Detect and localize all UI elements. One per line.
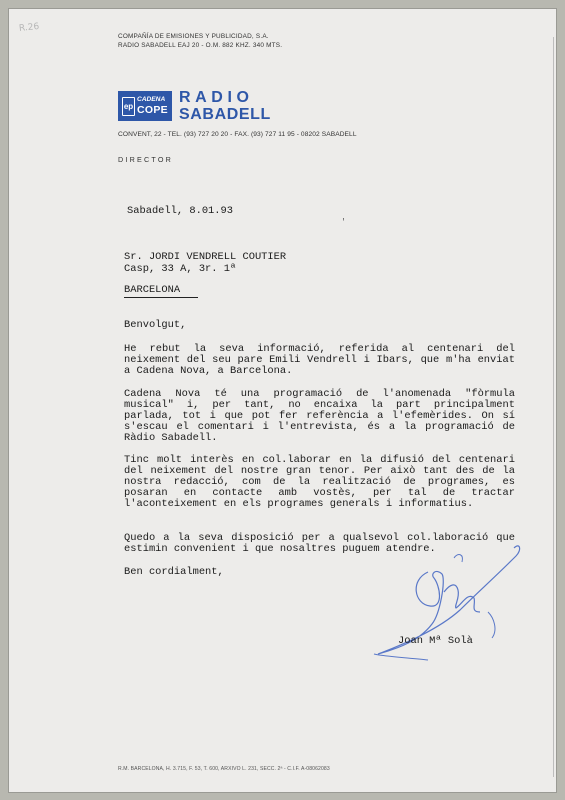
pencil-mark: R.26 <box>18 21 40 35</box>
registry-footer: R.M. BARCELONA, H. 3.715, F. 53, T. 600, ARXIVO L. 231, SECC. 2ª - C.I.F. A-08062083 <box>118 766 330 772</box>
logo-cadena: CADENA <box>137 96 166 103</box>
director-label: DIRECTOR <box>118 155 174 164</box>
signatory-name: Joan Mª Solà <box>398 635 473 647</box>
body-paragraph: He rebut la seva informació, referida al centenari del neixement del seu pare Emili Vendrell i Ibars, que m'ha enviat a Cadena Nova, a Barcelona. <box>124 343 515 377</box>
closing: Ben cordialment, <box>124 566 224 578</box>
recipient-name: Sr. JORDI VENDRELL COUTIER <box>124 251 287 263</box>
brand-sabadell: SABADELL <box>179 106 271 123</box>
pencil-tick: ' <box>341 218 346 227</box>
logo-cope: COPE <box>137 104 168 116</box>
company-name: COMPAÑÍA DE EMISIONES Y PUBLICIDAD, S.A. <box>118 33 269 40</box>
body-paragraph: Cadena Nova té una programació de l'anomenada "fòrmula musical" i, per tant, no encaixa la part principalment parlada, tot i que pot fer referència a l'efemèrides. On sí s'escau el comentari i l'entrevista, és a la programació de Ràdio Sabadell. <box>124 388 515 444</box>
ep-logo-mark: ep <box>122 97 135 116</box>
body-paragraph: Quedo a la seva disposició per a qualsevol col.laboració que estimin convenient i que nosaltres puguem atendre. <box>124 532 515 555</box>
city-underline <box>124 297 198 298</box>
cadena-cope-logo <box>118 91 172 121</box>
recipient-city: BARCELONA <box>124 284 181 296</box>
letter-date: Sabadell, 8.01.93 <box>127 205 234 217</box>
letterhead-address: CONVENT, 22 - TEL. (93) 727 20 20 - FAX. (93) 727 11 95 - 08202 SABADELL <box>118 131 357 138</box>
brand-radio: RADIO <box>179 89 254 106</box>
handwritten-signature <box>370 520 530 670</box>
salutation: Benvolgut, <box>124 319 187 331</box>
body-paragraph: Tinc molt interès en col.laborar en la difusió del centenari del neixement del nostre gran tenor. Per això tant des de la nostra redacció, com de la realització de programes, es posaran en contacte amb vostès, per tal de tractar l'aconteixement en els programes generals i informatius. <box>124 454 515 510</box>
station-info: RADIO SABADELL EAJ 20 - O.M. 882 KHZ. 340 MTS. <box>118 42 283 49</box>
margin-fold-line <box>553 37 554 777</box>
recipient-street: Casp, 33 A, 3r. 1ª <box>124 263 237 275</box>
